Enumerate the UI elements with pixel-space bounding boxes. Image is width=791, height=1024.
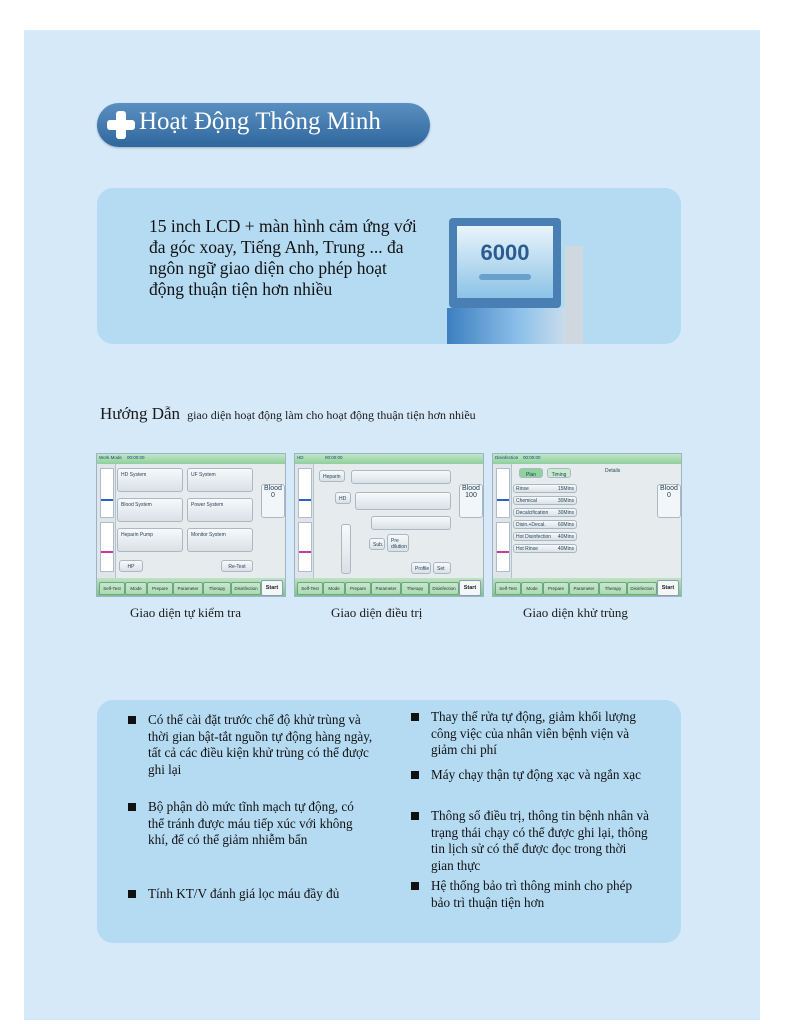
tab-mode[interactable]: Mode <box>323 582 345 595</box>
feature-text: Hệ thống bảo trì thông minh cho phép bảo trì thuận tiện hơn <box>431 878 633 910</box>
screen-top-bar <box>493 454 681 464</box>
machine-side-image <box>565 246 583 344</box>
feature-item <box>148 886 373 903</box>
program-duration: 30Mins <box>557 498 574 504</box>
blood-label: Blood <box>660 485 678 492</box>
blood-pump-box[interactable] <box>261 484 285 518</box>
program-name: Rinse <box>516 486 529 492</box>
monitor-image <box>449 218 561 308</box>
blood-pump-box[interactable] <box>459 484 483 518</box>
blood-value: 0 <box>667 492 671 499</box>
guide-subtitle: giao diện hoạt động làm cho hoạt động thuận tiện hơn nhiều <box>187 408 476 422</box>
pressure-column <box>97 464 116 578</box>
tab-disinfection[interactable]: Disinfection <box>231 582 261 595</box>
tile-heparin-pump[interactable]: Heparin Pump <box>117 528 183 552</box>
heparin-tile[interactable]: Heparin <box>319 470 345 482</box>
program-duration: 40Mins <box>557 534 574 540</box>
feature-item <box>431 767 651 784</box>
screen-top-bar <box>295 454 483 464</box>
monitor-screen-number: 6000 <box>480 240 530 265</box>
pressure-column <box>493 464 512 578</box>
mode-label: HD <box>297 455 304 460</box>
profile-button[interactable]: Profile <box>411 562 431 574</box>
program-row[interactable] <box>513 532 577 541</box>
blood-pump-box[interactable] <box>657 484 681 518</box>
tab-self-test[interactable]: Self-Test <box>99 582 125 595</box>
tab-parameter[interactable]: Parameter <box>569 582 599 595</box>
monitor-screen <box>457 226 553 298</box>
pre-dilution-tile[interactable]: Pre dilution <box>387 534 409 552</box>
time-label: 00:00:00 <box>523 455 541 460</box>
time-label: 00:00:00 <box>127 455 145 460</box>
program-name: Chemical <box>516 498 537 504</box>
caption-treatment: Giao diện điều trị <box>331 605 423 620</box>
program-name: Decalcification <box>516 510 549 516</box>
start-button[interactable]: Start <box>657 580 679 596</box>
program-row[interactable] <box>513 508 577 517</box>
vp-gauge <box>298 468 312 518</box>
feature-text: Thay thế rửa tự động, giảm khối lượng công việc của nhân viên bệnh viện và giảm chi phí <box>431 709 636 757</box>
mode-label: Work Mode <box>99 455 122 460</box>
tab-mode[interactable]: Mode <box>125 582 147 595</box>
tab-parameter[interactable]: Parameter <box>371 582 401 595</box>
blood-label: Blood <box>462 485 480 492</box>
plan-button[interactable]: Plan <box>519 468 543 478</box>
tmp-gauge <box>298 522 312 572</box>
time-label: 00:00:00 <box>325 455 343 460</box>
tab-parameter[interactable]: Parameter <box>173 582 203 595</box>
conductivity-row[interactable] <box>371 516 451 530</box>
start-button[interactable]: Start <box>459 580 481 596</box>
feature-text: Bộ phận dò mức tĩnh mạch tự động, có thể tránh được máu tiếp xúc với không khí, để có thể giảm nhiễm bẩn <box>148 799 354 847</box>
treatment-content <box>315 466 457 576</box>
bullet-square-icon <box>128 803 136 811</box>
section-title-banner <box>97 103 430 147</box>
tab-therapy[interactable]: Therapy <box>401 582 429 595</box>
screen-bottom-bar <box>493 578 681 596</box>
blood-column <box>657 466 679 576</box>
screen-bottom-bar <box>295 578 483 596</box>
mode-label: Disinfection <box>495 455 519 460</box>
guide-title: Hướng Dẫn <box>100 404 181 423</box>
treatment-screenshot <box>294 453 484 597</box>
program-duration: 15Mins <box>557 486 574 492</box>
program-row[interactable] <box>513 520 577 529</box>
tile-power-system[interactable]: Power System <box>187 498 253 522</box>
blood-label: Blood <box>264 485 282 492</box>
tab-prepare[interactable]: Prepare <box>345 582 371 595</box>
monitor-screen-bar <box>479 274 531 280</box>
tile-uf-system[interactable]: UF System <box>187 468 253 492</box>
program-name: Disin.+Decal. <box>516 522 546 528</box>
caption-disinfection: Giao diện khử trùng <box>523 605 628 620</box>
screen-bottom-bar <box>97 578 285 596</box>
features-panel <box>97 700 681 943</box>
hd-settings-row[interactable] <box>355 492 451 510</box>
sub-tile[interactable]: Sub. <box>369 538 385 550</box>
disinfection-screenshot <box>492 453 682 597</box>
feature-text: Máy chạy thận tự động xạc và ngắn xạc <box>431 767 642 782</box>
program-duration: 30Mins <box>557 510 574 516</box>
blood-value: 100 <box>465 492 477 499</box>
tab-self-test[interactable]: Self-Test <box>297 582 323 595</box>
cond-gauge <box>341 524 351 574</box>
feature-item <box>148 799 373 849</box>
program-name: Hot Disinfection <box>516 534 552 540</box>
heparin-settings-row[interactable] <box>351 470 451 484</box>
tab-prepare[interactable]: Prepare <box>147 582 173 595</box>
tile-hd-system[interactable]: HD System <box>117 468 183 492</box>
pressure-column <box>295 464 314 578</box>
tab-disinfection[interactable]: Disinfection <box>429 582 459 595</box>
feature-text: Tính KT/V đánh giá lọc máu đầy đủ <box>148 886 340 901</box>
tmp-gauge <box>100 522 114 572</box>
tab-disinfection[interactable]: Disinfection <box>627 582 657 595</box>
tab-self-test[interactable]: Self-Test <box>495 582 521 595</box>
blood-value: 0 <box>271 492 275 499</box>
tab-therapy[interactable]: Therapy <box>599 582 627 595</box>
vp-gauge <box>100 468 114 518</box>
set-button[interactable]: Set <box>433 562 451 574</box>
retest-button[interactable]: Re-Test <box>221 560 253 572</box>
program-row[interactable] <box>513 496 577 505</box>
tab-prepare[interactable]: Prepare <box>543 582 569 595</box>
tab-mode[interactable]: Mode <box>521 582 543 595</box>
tile-blood-system[interactable]: Blood System <box>117 498 183 522</box>
self-test-screenshot <box>96 453 286 597</box>
bullet-square-icon <box>128 890 136 898</box>
tab-therapy[interactable]: Therapy <box>203 582 231 595</box>
intro-panel <box>97 188 681 344</box>
program-row[interactable] <box>513 544 577 553</box>
timing-button[interactable]: Timing <box>547 468 571 478</box>
feature-text: Thông số điều trị, thông tin bệnh nhân và trạng thái chạy có thể được ghi lại, thông tin lịch sử có thể được đọc trong thời gian thực <box>431 808 649 873</box>
bullet-square-icon <box>411 713 419 721</box>
program-row[interactable] <box>513 484 577 493</box>
tmp-gauge <box>496 522 510 572</box>
start-button[interactable]: Start <box>261 580 283 596</box>
program-duration: 40Mins <box>557 546 574 552</box>
vp-gauge <box>496 468 510 518</box>
screen-top-bar <box>97 454 285 464</box>
intro-text: 15 inch LCD + màn hình cảm ứng với đa góc xoay, Tiếng Anh, Trung ... đa ngôn ngữ giao diện cho phép hoạt động thuận tiện hơn nhiều <box>149 216 417 299</box>
feature-item <box>431 878 651 911</box>
blood-column <box>459 466 481 576</box>
feature-item <box>431 808 651 874</box>
feature-text: Có thể cài đặt trước chế độ khử trùng và thời gian bật-tắt nguồn tự động hàng ngày, tất cả các điều kiện khử trùng có thể được ghi lại <box>148 712 373 777</box>
plus-icon <box>107 111 135 139</box>
hd-tile[interactable]: HD <box>335 492 351 504</box>
section-title: Hoạt Động Thông Minh <box>139 108 381 135</box>
program-name: Hot Rinse <box>516 546 538 552</box>
tile-monitor-system[interactable]: Monitor System <box>187 528 253 552</box>
disinfection-content <box>513 466 655 576</box>
feature-item <box>148 712 373 778</box>
bullet-square-icon <box>411 812 419 820</box>
bullet-square-icon <box>128 716 136 724</box>
blood-column <box>261 466 283 576</box>
caption-self-test: Giao diện tự kiểm tra <box>130 605 242 620</box>
feature-item <box>431 709 651 759</box>
program-duration: 60Mins <box>557 522 574 528</box>
guide-heading <box>100 404 476 424</box>
bullet-square-icon <box>411 771 419 779</box>
machine-body-image <box>447 308 582 344</box>
hp-button[interactable]: HP <box>119 560 143 572</box>
details-label: Details <box>605 468 621 474</box>
bullet-square-icon <box>411 882 419 890</box>
self-test-content <box>117 466 259 576</box>
